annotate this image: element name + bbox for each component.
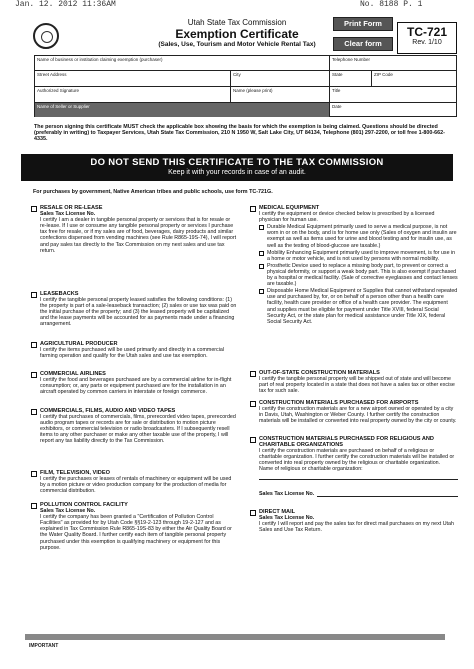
out-of-state-construction-section <box>250 370 458 400</box>
section-title: LEASEBACKS <box>40 291 79 297</box>
section-body: I certify the tangible personal property will be shipped out of state and will become part of real property located in a state that does not have a sales tax or other excise tax for such sale. <box>259 376 455 395</box>
purchaser-info-grid <box>34 55 457 117</box>
agency-name: Utah State Tax Commission <box>187 18 287 27</box>
airport-construction-section <box>250 400 458 436</box>
form-revision: Rev. 1/10 <box>412 39 442 46</box>
footer-bar <box>25 634 445 649</box>
date-field[interactable]: Date <box>332 104 342 109</box>
medical-item-checkbox[interactable] <box>259 225 264 230</box>
section-body: I certify the company has been granted a "Certification of Pollution Control Facilities" as provided for by Utah Code §§19-2-123 through 19-2-127 and as explained in Tax Commission Rule R865-19S-83 by either the Air Quality Board or the Water Quality Board. I further certify each item of tangible personal property purchased under this exemption is qualifying machinery or equipment for this purpose. <box>40 514 232 551</box>
section-body: I certify the construction materials are for a new airport owned or operated by a city in Davis, Utah, Washington or Weber County. I further certify the construction materials will be installed or converted into real property owned by the city or county. <box>259 406 457 425</box>
commercial-airlines-section <box>31 371 237 408</box>
section-body: I certify the purchases or leases of rentals of machinery or equipment will be used by a motion picture or video production company for the production of media for commercial distribution. <box>40 476 232 495</box>
organization-name-label: Name of religious or charitable organization: <box>259 466 363 473</box>
airport-construction-checkbox[interactable] <box>250 401 256 407</box>
standalone-license <box>250 491 458 509</box>
resale-checkbox[interactable] <box>31 206 37 212</box>
section-title: DIRECT MAIL <box>259 509 296 515</box>
medical-item-checkbox[interactable] <box>259 251 264 256</box>
section-body: I certify I am a dealer in tangible personal property or services that is for resale or re-lease. If I use or consume any tangible personal property or services I purchase tax free for resale, or if my sales are of food, beverages, dairy products and similar confections dispensed from vending machines (see Rule R865-19S-74), I will report and pay sales tax directly to the Tax Commission on my next sales and use tax return. <box>40 217 237 254</box>
pollution-control-section <box>31 502 237 592</box>
medical-item-text: Mobility Enhancing Equipment primarily used to improve movement, is for use in a home or motor vehicle, and is not used by persons with normal mobility. <box>267 249 456 262</box>
section-title: FILM, TELEVISION, VIDEO <box>40 470 110 476</box>
section-title: CONSTRUCTION MATERIALS PURCHASED FOR AIRPORTS <box>259 400 419 406</box>
license-label: Sales Tax License No. <box>259 515 315 522</box>
print-name-field[interactable]: Name (please print) <box>231 87 330 103</box>
commercials-films-section <box>31 408 237 470</box>
clear-form-button[interactable]: Clear form <box>333 37 393 51</box>
banner-sub-text: Keep it with your records in case of an audit. <box>168 169 306 176</box>
out-of-state-construction-checkbox[interactable] <box>250 371 256 377</box>
authorized-signature-field[interactable]: Authorized Signature <box>35 87 231 103</box>
section-title: CONSTRUCTION MATERIALS PURCHASED FOR RELIGIOUS AND CHARITABLE ORGANIZATIONS <box>259 436 434 449</box>
license-label: Sales Tax License No. <box>259 491 315 497</box>
direct-mail-section <box>250 509 458 539</box>
medical-item <box>259 288 458 325</box>
form-number: TC-721 <box>406 25 447 39</box>
footer-text: IMPORTANT <box>29 643 59 649</box>
medical-item-text: Durable Medical Equipment primarily used to serve a medical purpose, is not worn in or on the body, and is for home use only (Sales of oxygen and insulin are exempt as well as items used for urine and blood testing and for insulin use, as well as the testing of blood-glucose are taxable.) <box>267 224 457 249</box>
medical-item-checkbox[interactable] <box>259 264 264 269</box>
organization-name-line[interactable] <box>259 479 458 480</box>
license-label: Sales Tax License No. <box>40 211 96 218</box>
commercial-airlines-checkbox[interactable] <box>31 372 37 378</box>
section-title: POLLUTION CONTROL FACILITY <box>40 502 128 508</box>
medical-item-text: Disposable Home Medical Equipment or Supplies that cannot withstand repeated use and purchased by, for, or on behalf of a person other than a health care facility, health care provider or office of a health care provider. The equipment and supplies must be eligible for payment under Title XVIII, federal Social Security Act, or the state plan for medical assistance under Title XIX, federal Social Security Act. <box>267 288 458 325</box>
resale-section <box>31 205 237 291</box>
form-title: Exemption Certificate <box>175 27 299 41</box>
pollution-control-checkbox[interactable] <box>31 503 37 509</box>
banner-main-text: DO NOT SEND THIS CERTIFICATE TO THE TAX COMMISSION <box>90 157 384 168</box>
instructions-notice: The person signing this certificate MUST check the applicable box showing the basis for which the exemption is being claimed. Questions should be directed (preferably in writing) to Taxpayer Services, Utah State Tax Commission, 210 N 1950 W, Salt Lake City, UT 84134, Telephone (801) 297-2200, or toll free 1-800-662-4335. <box>34 124 445 143</box>
agricultural-producer-section <box>31 341 237 371</box>
direct-mail-checkbox[interactable] <box>250 510 256 516</box>
section-body: I certify the tangible personal property leased satisfies the following conditions: (1) the property is part of a sale-leaseback transaction; (2) sales or use tax was paid on the initial purchase of the property; and (3) the leased property will be capitalized and the lease payments will be accounted for as payments made under a financing arrangement. <box>40 297 237 328</box>
medical-item <box>259 224 458 248</box>
print-form-button[interactable]: Print Form <box>333 17 393 31</box>
medical-item <box>259 263 458 287</box>
license-number-line[interactable] <box>317 496 458 497</box>
section-title: AGRICULTURAL PRODUCER <box>40 341 118 347</box>
section-body: I certify the items purchased will be used primarily and directly in a commercial farming operation and qualify for the Utah sales and use tax exemption. <box>40 347 224 360</box>
fax-page-number: No. 8188 P. 1 <box>360 0 423 9</box>
medical-item-checkbox[interactable] <box>259 289 264 294</box>
section-body: I certify I will report and pay the sales tax for direct mail purchases on my next Utah Sales and Use Tax Return. <box>259 521 454 534</box>
zip-code-field[interactable]: ZIP Code <box>372 71 457 87</box>
medical-item <box>259 250 458 262</box>
state-field[interactable]: State <box>330 71 372 87</box>
do-not-send-banner <box>21 154 453 181</box>
religious-charitable-checkbox[interactable] <box>250 437 256 443</box>
title-field[interactable]: Title <box>330 87 457 103</box>
film-television-video-checkbox[interactable] <box>31 471 37 477</box>
section-body: I certify the food and beverages purchased are by a commercial airline for in-flight consumption; or, any parts or equipment purchased are for the installation in an aircraft operated by common carriers in interstate or foreign commerce. <box>40 377 232 396</box>
medical-equipment-section <box>250 205 458 370</box>
business-name-field[interactable]: Name of business or institution claiming exemption (purchaser) <box>35 56 330 71</box>
section-title: MEDICAL EQUIPMENT <box>259 205 320 211</box>
section-body: I certify that purchases of commercials, films, prerecorded video tapes, prerecorded audio program tapes or records are for sale or distribution to motion picture exhibitors, or commercial television or radio broadcasters. If I subsequently resell items to any other purchaser or make any other taxable use of the property, I will report any tax liability directly to the Tax Commission. <box>40 414 236 445</box>
section-title: RESALE OR RE-LEASE <box>40 205 103 211</box>
section-title: OUT-OF-STATE CONSTRUCTION MATERIALS <box>259 370 380 376</box>
street-address-field[interactable]: Street Address <box>35 71 231 87</box>
agricultural-producer-checkbox[interactable] <box>31 342 37 348</box>
fax-timestamp: Jan. 12. 2012 11:36AM <box>15 0 116 9</box>
form-subtitle: (Sales, Use, Tourism and Motor Vehicle Rental Tax) <box>158 41 316 48</box>
film-television-video-section <box>31 470 237 502</box>
leasebacks-section <box>31 291 237 341</box>
telephone-field[interactable]: Telephone Number <box>330 56 457 71</box>
leasebacks-checkbox[interactable] <box>31 292 37 298</box>
section-title: COMMERCIAL AIRLINES <box>40 371 106 377</box>
government-purchases-note: For purchases by government, Native American tribes and public schools, use form TC-721G. <box>33 189 273 195</box>
left-column <box>31 205 237 592</box>
commercials-films-checkbox[interactable] <box>31 409 37 415</box>
medical-equipment-checkbox[interactable] <box>250 206 256 212</box>
religious-charitable-section <box>250 436 458 491</box>
section-body: I certify the equipment or device checked below is prescribed by a licensed physician for human use. <box>259 211 435 224</box>
right-column <box>250 205 458 539</box>
seller-name-field[interactable]: Name of Seller or Supplier <box>35 103 330 117</box>
form-number-box <box>397 22 457 54</box>
city-field[interactable]: City <box>231 71 330 87</box>
license-label: Sales Tax License No. <box>40 508 96 515</box>
section-body: I certify the construction materials are purchased on behalf of a religious or charitable organization. I further certify the construction materials will be installed or converted into real property owned by the religious or charitable organization. <box>259 448 455 467</box>
section-title: COMMERCIALS, FILMS, AUDIO AND VIDEO TAPES <box>40 408 176 414</box>
medical-item-text: Prosthetic Device used to replace a missing body part, to prevent or correct a physical deformity, or support a weak body part. This is also exempt if purchased by a hospital or medical facility. (Sale of corrective eyeglasses and contact lenses are taxable.) <box>267 262 458 288</box>
